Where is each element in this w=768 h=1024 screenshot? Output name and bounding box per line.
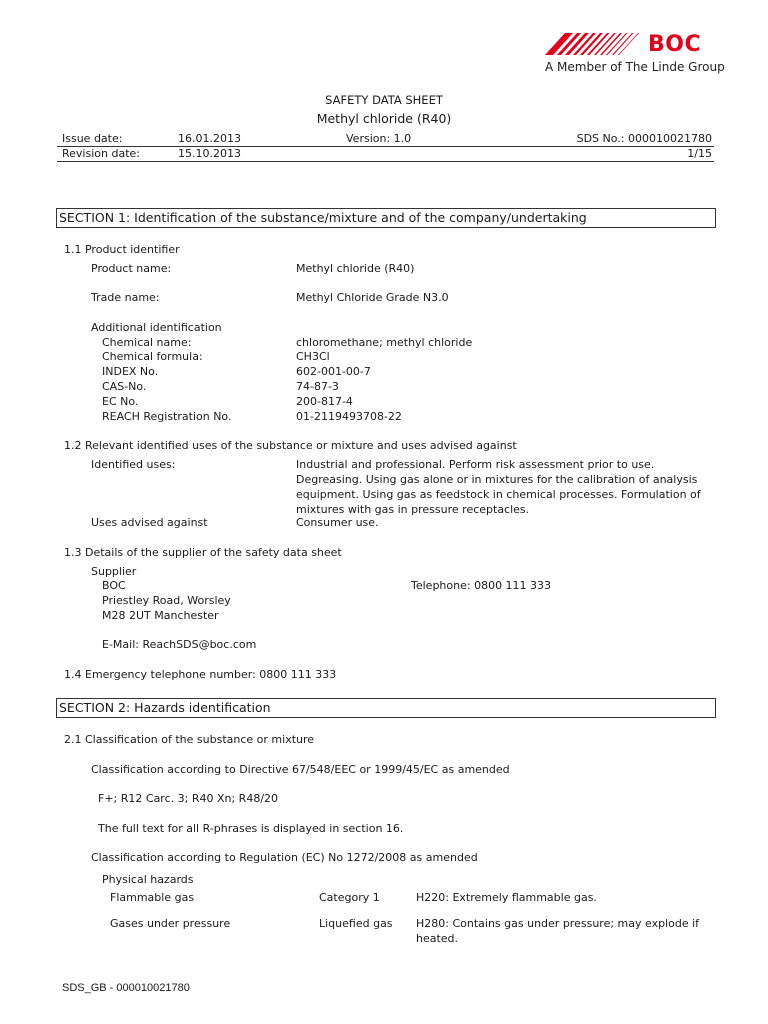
chemical-formula-label: Chemical formula: [102,350,203,363]
supplier-name: BOC [102,579,126,592]
subsection-1-3-title: 1.3 Details of the supplier of the safety data sheet [64,546,342,559]
identified-uses-line: Industrial and professional. Perform risk assessment prior to use. [296,458,655,471]
section-1-heading: SECTION 1: Identification of the substance/mixture and of the company/undertaking [56,208,716,228]
page-footer: SDS_GB - 000010021780 [62,982,190,994]
header-divider [57,146,714,147]
subsection-2-1-title: 2.1 Classification of the substance or mixture [64,733,315,746]
header-bottom-divider [57,161,714,162]
supplier-telephone: Telephone: 0800 111 333 [411,579,552,592]
identified-uses-label: Identified uses: [91,458,176,471]
ec-no-value: 200-817-4 [296,395,353,408]
logo-tagline: A Member of The Linde Group [545,60,725,74]
supplier-street: Priestley Road, Worsley [102,594,231,607]
regulation-classification-label: Classification according to Regulation (EC) No 1272/2008 as amended [91,851,478,864]
product-name-label: Product name: [91,262,172,275]
subsection-1-4-title: 1.4 Emergency telephone number: 0800 111 333 [64,668,337,681]
reach-registration-label: REACH Registration No. [102,410,232,423]
document-subtitle: Methyl chloride (R40) [316,111,452,126]
identified-uses-line: Degreasing. Using gas alone or in mixtures for the calibration of analysis [296,473,698,486]
directive-classification-label: Classification according to Directive 67/548/EEC or 1999/45/EC as amended [91,763,510,776]
uses-advised-against-value: Consumer use. [296,516,379,529]
revision-date-value: 15.10.2013 [178,147,241,160]
subsection-1-2-title: 1.2 Relevant identified uses of the substance or mixture and uses advised against [64,439,517,452]
ec-no-label: EC No. [102,395,139,408]
trade-name-value: Methyl Chloride Grade N3.0 [296,291,449,304]
hazard-statement: H280: Contains gas under pressure; may explode if [416,917,700,930]
supplier-label: Supplier [91,565,137,578]
page-number: 1/15 [687,147,712,160]
product-name-value: Methyl chloride (R40) [296,262,415,275]
cas-no-value: 74-87-3 [296,380,339,393]
issue-date-value: 16.01.2013 [178,132,241,145]
chemical-formula-value: CH3Cl [296,350,330,363]
issue-date-label: Issue date: [62,132,123,145]
index-no-label: INDEX No. [102,365,159,378]
r-phrases-note: The full text for all R-phrases is displayed in section 16. [98,822,404,835]
sds-number: SDS No.: 000010021780 [576,132,712,145]
document-title: SAFETY DATA SHEET [325,93,443,107]
index-no-value: 602-001-00-7 [296,365,371,378]
cas-no-label: CAS-No. [102,380,147,393]
supplier-email: E-Mail: ReachSDS@boc.com [102,638,257,651]
section-2-heading: SECTION 2: Hazards identification [56,698,716,718]
chemical-name-label: Chemical name: [102,336,192,349]
hazard-name: Flammable gas [110,891,195,904]
physical-hazards-label: Physical hazards [102,873,194,886]
supplier-city: M28 2UT Manchester [102,609,219,622]
version-label: Version: 1.0 [346,132,412,145]
chemical-name-value: chloromethane; methyl chloride [296,336,473,349]
hazard-category: Liquefied gas [319,917,393,930]
boc-logo [545,32,725,77]
revision-date-label: Revision date: [62,147,140,160]
hazard-statement-continued: heated. [416,932,459,945]
additional-identification-label: Additional identification [91,321,222,334]
identified-uses-line: mixtures with gas in pressure receptacles. [296,503,530,516]
reach-registration-value: 01-2119493708-22 [296,410,402,423]
hazard-name: Gases under pressure [110,917,231,930]
directive-classification-value: F+; R12 Carc. 3; R40 Xn; R48/20 [98,792,279,805]
subsection-1-1-title: 1.1 Product identifier [64,243,180,256]
logo-brand: BOC [648,32,702,57]
trade-name-label: Trade name: [91,291,160,304]
linde-stripes-icon [545,33,645,55]
hazard-category: Category 1 [319,891,380,904]
hazard-statement: H220: Extremely flammable gas. [416,891,597,904]
uses-advised-against-label: Uses advised against [91,516,208,529]
identified-uses-line: equipment. Using gas as feedstock in chemical processes. Formulation of [296,488,701,501]
